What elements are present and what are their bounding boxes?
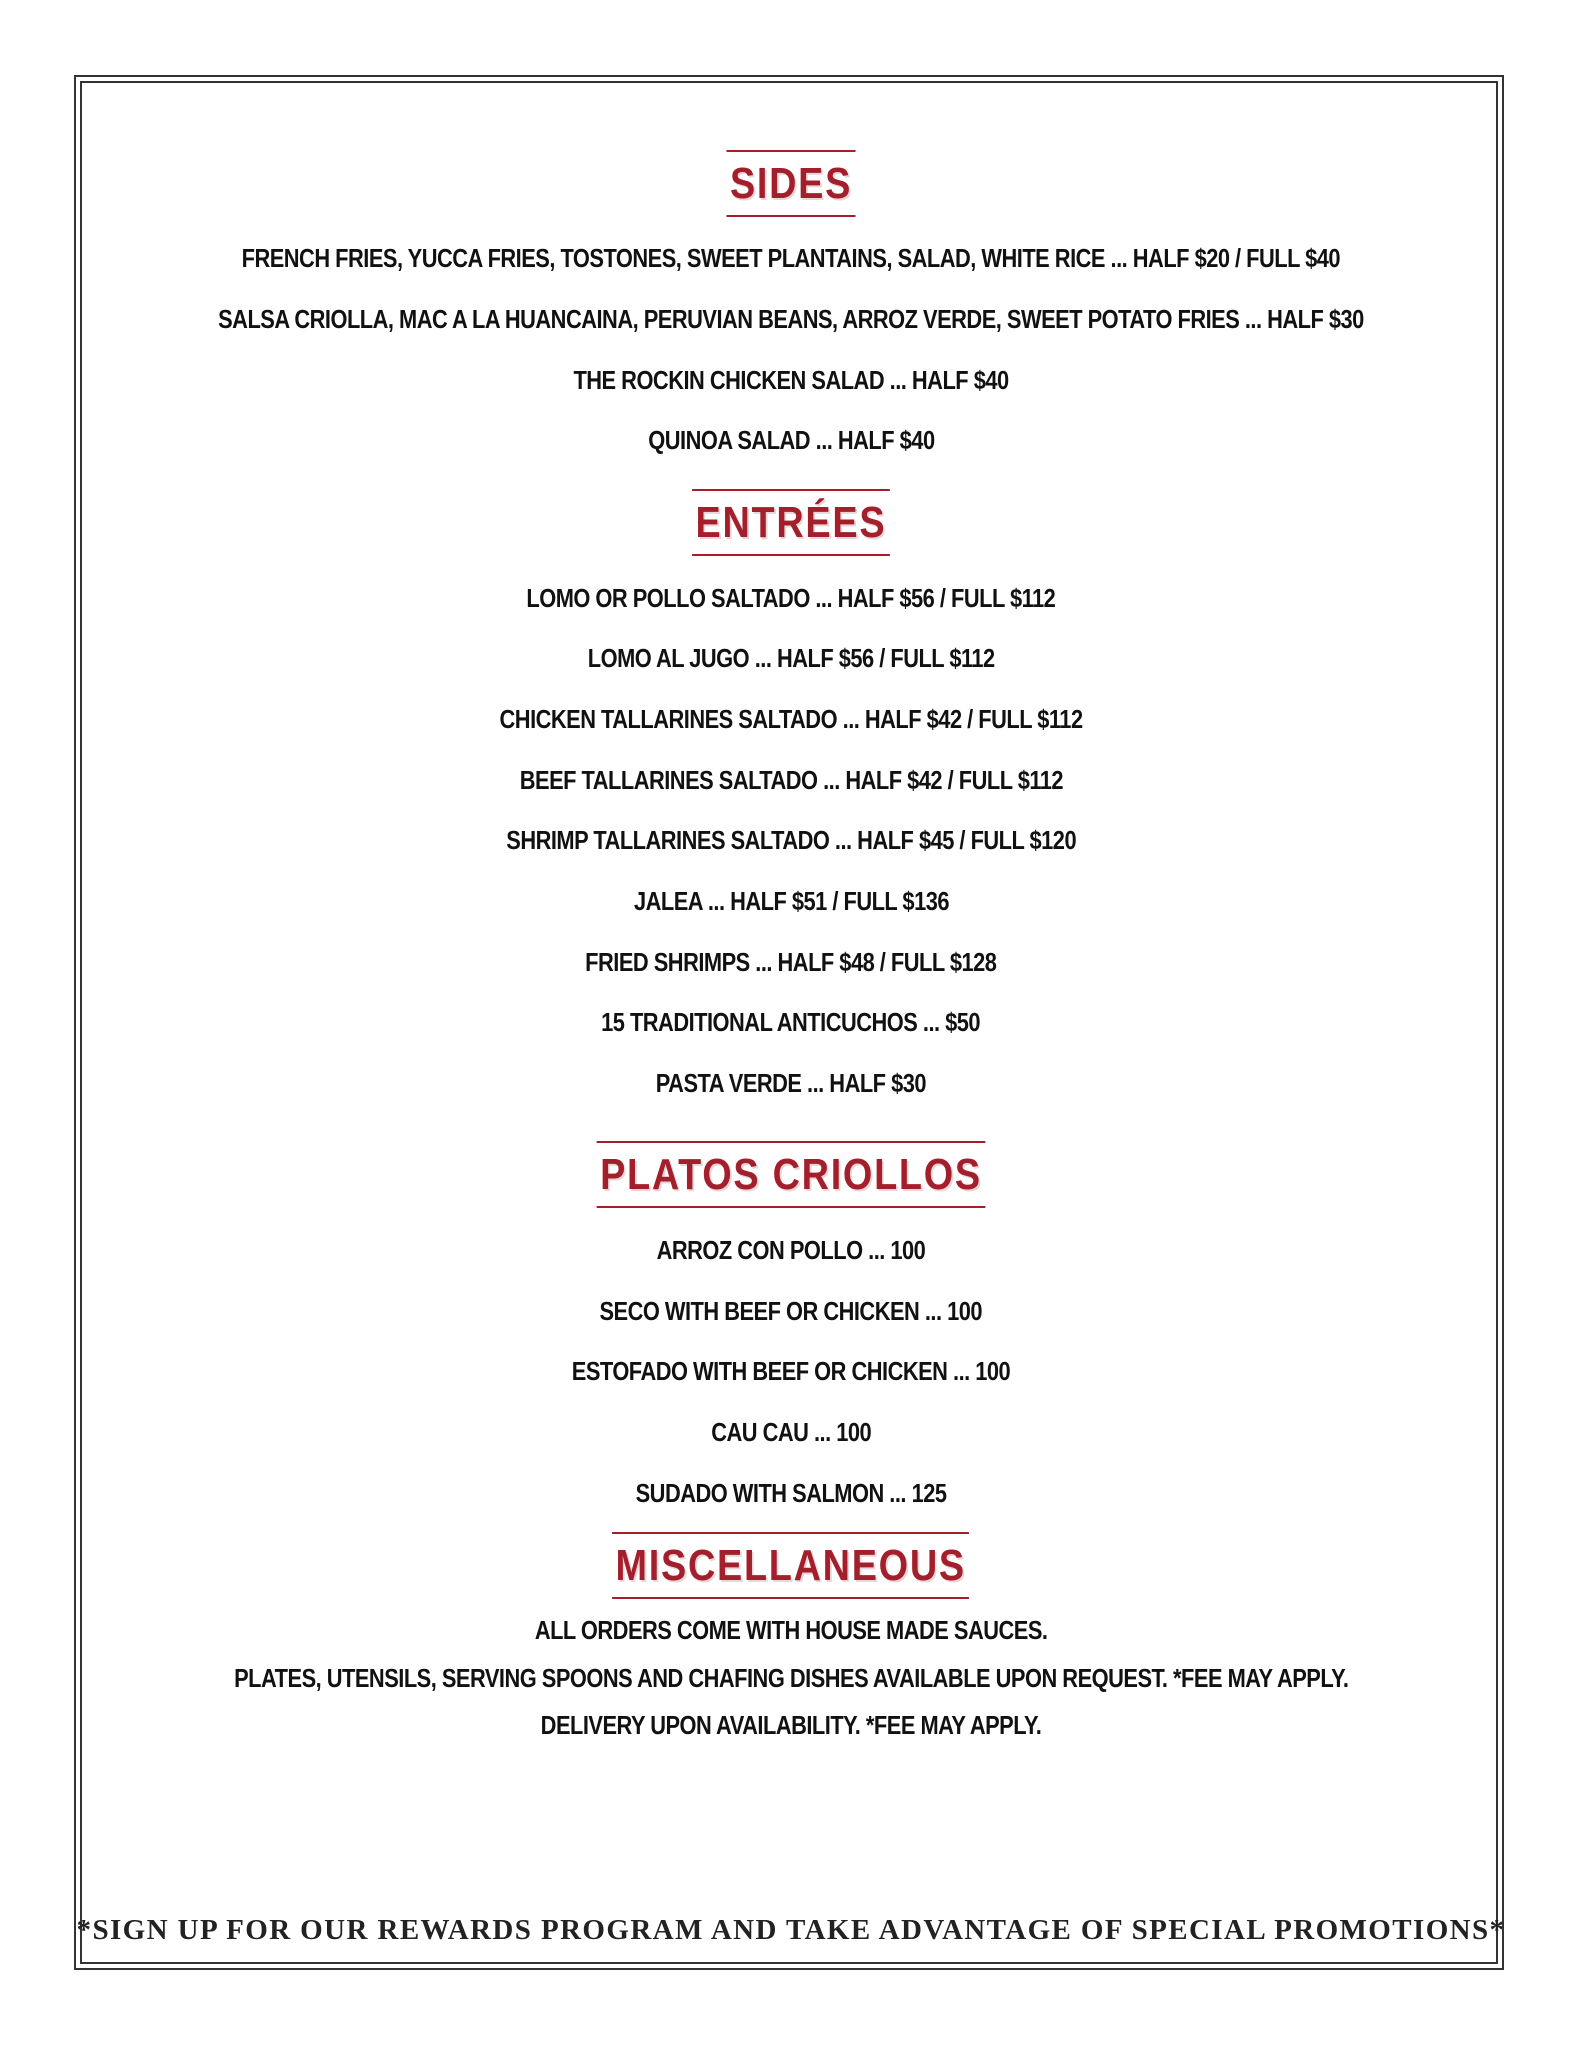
platos-criollos-heading: PLATOS CRIOLLOS — [597, 1141, 986, 1208]
entrees-item: FRIED SHRIMPS ... HALF $48 / FULL $128 — [585, 947, 997, 977]
entrees-item: LOMO AL JUGO ... HALF $56 / FULL $112 — [587, 643, 995, 673]
platos-criollos-item: CAU CAU ... 100 — [711, 1417, 871, 1447]
sides-section-header — [0, 150, 1582, 217]
sides-item: QUINOA SALAD ... HALF $40 — [647, 425, 935, 455]
miscellaneous-note: DELIVERY UPON AVAILABILITY. *FEE MAY APPLY. — [540, 1710, 1042, 1740]
entrees-item: LOMO OR POLLO SALTADO ... HALF $56 / FULL $112 — [526, 583, 1056, 613]
miscellaneous-section-header — [0, 1532, 1582, 1599]
entrees-section-header — [0, 489, 1582, 556]
sides-item: FRENCH FRIES, YUCCA FRIES, TOSTONES, SWEET PLANTAINS, SALAD, WHITE RICE ... HALF $20 / FULL $40 — [241, 243, 1341, 273]
entrees-item: SHRIMP TALLARINES SALTADO ... HALF $45 / FULL $120 — [506, 825, 1076, 855]
miscellaneous-note: ALL ORDERS COME WITH HOUSE MADE SAUCES. — [534, 1615, 1048, 1645]
entrees-item: CHICKEN TALLARINES SALTADO ... HALF $42 / FULL $112 — [499, 704, 1083, 734]
platos-criollos-item: SUDADO WITH SALMON ... 125 — [635, 1478, 947, 1508]
entrees-item: JALEA ... HALF $51 / FULL $136 — [633, 886, 949, 916]
entrees-item: BEEF TALLARINES SALTADO ... HALF $42 / FULL $112 — [519, 765, 1063, 795]
entrees-item: PASTA VERDE ... HALF $30 — [655, 1068, 927, 1098]
platos-criollos-item: ARROZ CON POLLO ... 100 — [656, 1235, 926, 1265]
miscellaneous-heading: MISCELLANEOUS — [612, 1532, 969, 1599]
sides-item: SALSA CRIOLLA, MAC A LA HUANCAINA, PERUVIAN BEANS, ARROZ VERDE, SWEET POTATO FRIES ... HALF $30 — [218, 304, 1364, 334]
sides-item: THE ROCKIN CHICKEN SALAD ... HALF $40 — [573, 365, 1009, 395]
entrees-item: 15 TRADITIONAL ANTICUCHOS ... $50 — [601, 1007, 981, 1037]
miscellaneous-note: PLATES, UTENSILS, SERVING SPOONS AND CHAFING DISHES AVAILABLE UPON REQUEST. *FEE MAY APPLY. — [233, 1663, 1349, 1693]
entrees-heading: ENTRÉES — [692, 489, 890, 556]
platos-criollos-item: ESTOFADO WITH BEEF OR CHICKEN ... 100 — [571, 1356, 1011, 1386]
rewards-promo-footer: *SIGN UP FOR OUR REWARDS PROGRAM AND TAKE ADVANTAGE OF SPECIAL PROMOTIONS* — [76, 1914, 1506, 1946]
sides-heading: SIDES — [726, 150, 855, 217]
platos-criollos-item: SECO WITH BEEF OR CHICKEN ... 100 — [599, 1296, 983, 1326]
platos-criollos-section-header — [0, 1141, 1582, 1208]
